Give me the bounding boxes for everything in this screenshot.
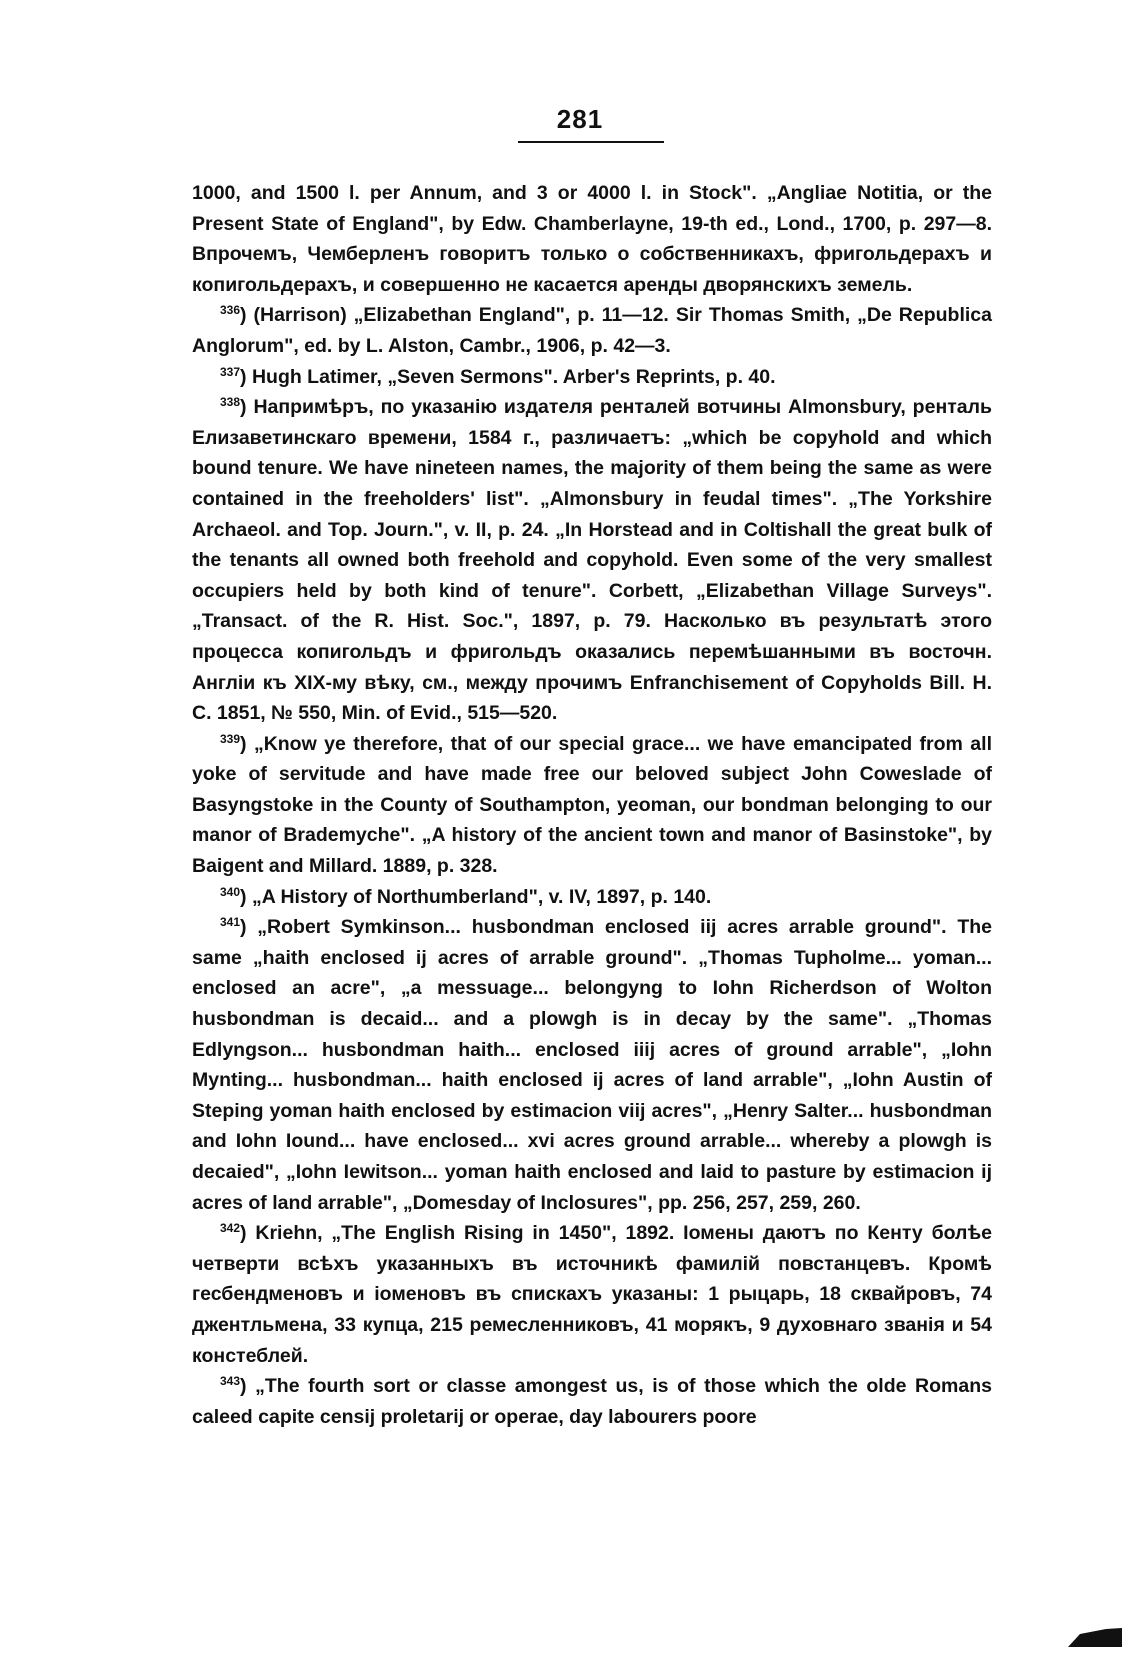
footnote-text: „The fourth sort or classe amongest us, is of those which the olde Romans caleed capite censij proletarij or operae, day labourers poore	[192, 1375, 992, 1428]
footnote-text: Kriehn, „The English Rising in 1450", 1892. Іомены даютъ по Кенту болѣе четверти всѣхъ указанныхъ въ источникѣ фамилій повстанцевъ. Кромѣ гесбендменовъ и іоменовъ въ спискахъ указаны: 1 рыцарь, 18 сквайровъ, 74 джентльмена, 33 купца, 215 ремесленниковъ, 41 морякъ, 9 духовнаго званія и 54 констеблей.	[192, 1222, 992, 1367]
footnote-marker: 339	[220, 731, 241, 746]
footnote-336: $^{336}$) (Harrison) „Elizabethan England", p. 11—12. Sir Thomas Smith, „De Republica Anglorum", ed. by L. Alston, Cambr., 1906, p. 42—3.	[192, 303, 992, 357]
footnote-339: $^{339}$) „Know ye therefore, that of our special grace... we have emancipated from all yoke of servitude and have made free our beloved subject John Coweslade of Basyngstoke in the County of Southampton, yeoman, our bondman belonging to our manor of Brademyche". „A history of the ancient town and manor of Basinstoke", by Baigent and Millard. 1889, p. 328.	[192, 731, 992, 878]
page-number: 281	[556, 104, 604, 134]
footnote-340: $^{340}$) „A History of Northumberland", v. IV, 1897, p. 140.	[220, 884, 712, 908]
page-number-rule	[518, 141, 664, 143]
footnote-text: „Robert Symkinson... husbondman enclosed iij acres arrable ground". The same „haith enclosed ij acres of arrable ground". „Thomas Tupholme... yoman... enclosed an acre", „a messuage... belongyng to Iohn Richerdson of Wolton husbondman is decaid... and a plowgh is in decay by the same". „Thomas Edlyngson... husbondman haith... enclosed iiij acres of ground arrable", „Iohn Mynting... husbondman... haith enclosed ij acres of land arrable", „Iohn Austin of Steping yoman haith enclosed by estimacion viij acres", „Henry Salter... husbondman and Iohn Iound... have enclosed... xvi acres ground arrable... whereby a plowgh is decaied", „Iohn Iewitson... yoman haith enclosed and laid to pasture by estimacion ij acres of land arrable", „Domesday of Inclosures", pp. 256, 257, 259, 260.	[192, 916, 992, 1214]
footnote-342: $^{342}$) Kriehn, „The English Rising in 1450", 1892. Іомены даютъ по Кенту болѣе четверти всѣхъ указанныхъ въ источникѣ фамилій повстанцевъ. Кромѣ гесбендменовъ и іоменовъ въ спискахъ указаны: 1 рыцарь, 18 сквайровъ, 74 джентльмена, 33 купца, 215 ремесленниковъ, 41 морякъ, 9 духовнаго званія и 54 констеблей.	[192, 1221, 992, 1367]
footnote-marker: 340	[220, 884, 241, 899]
footnote-341: $^{341}$) „Robert Symkinson... husbondman enclosed iij acres arrable ground". The same „haith enclosed ij acres of arrable ground". „Thomas Tupholme... yoman... enclosed an acre", „a messuage... belongyng to Iohn Richerdson of Wolton husbondman is decaid... and a plowgh is in decay by the same". „Thomas Edlyngson... husbondman haith... enclosed iiij acres of ground arrable", „Iohn Mynting... husbondman... haith enclosed ij acres of land arrable", „Iohn Austin of Steping yoman haith enclosed by estimacion viij acres", „Henry Salter... husbondman and Iohn Iound... have enclosed... xvi acres ground arrable... whereby a plowgh is decaied", „Iohn Iewitson... yoman haith enclosed and laid to pasture by estimacion ij acres of land arrable", „Domesday of Inclosures", pp. 256, 257, 259, 260.	[192, 915, 992, 1214]
footnote-marker: 337	[220, 364, 241, 379]
footnote-text: Hugh Latimer, „Seven Sermons". Arber's Reprints, p. 40.	[251, 365, 776, 388]
footnote-text: „Know ye therefore, that of our special grace... we have emancipated from all yoke of servitude and have made free our beloved subject John Coweslade of Basyngstoke in the County of Southampton, yeoman, our bondman belonging to our manor of Brademyche". „A history of the ancient town and manor of Basinstoke", by Baigent and Millard. 1889, p. 328.	[192, 732, 992, 878]
scan-artifact-icon	[1066, 1626, 1124, 1648]
footnote-marker: 342	[220, 1221, 241, 1236]
footnote-marker: 338	[220, 395, 241, 410]
footnote-continuation	[192, 178, 992, 300]
footnote-text: Напримѣръ, по указанію издателя ренталей вотчины Almonsbury, ренталь Елизаветинскаго времени, 1584 г., различаетъ: „which be copyhold and which bound tenure. We have nineteen names, the majority of them being the same as were contained in the freeholders' list". „Almonsbury in feudal times". „The Yorkshire Archaeol. and Top. Journ.", v. II, p. 24. „In Horstead and in Coltishall the great bulk of the tenants all owned both freehold and copyhold. Even some of the very smallest occupiers held by both kind of tenure". Corbett, „Elizabethan Village Surveys". „Transact. of the R. Hist. Soc.", 1897, p. 79. Насколько въ результатѣ этого процесса копигольдъ и фригольдъ оказались перемѣшанными въ восточн. Англіи къ XIX-му вѣку, см., между прочимъ Enfranchisement of Copyholds Bill. H. C. 1851, № 550, Min. of Evid., 515—520.	[192, 396, 992, 725]
footnote-337: $^{337}$) Hugh Latimer, „Seven Sermons". Arber's Reprints, p. 40.	[220, 364, 776, 388]
footnotes-text	[192, 178, 992, 1432]
footnote-marker: 341	[220, 915, 241, 930]
footnote-marker: 336	[220, 303, 241, 318]
footnote-marker: 343	[220, 1374, 241, 1389]
footnote-343: $^{343}$) „The fourth sort or classe amongest us, is of those which the olde Romans caleed capite censij proletarij or operae, day labourers poore	[192, 1374, 992, 1428]
footnote-text: „A History of Northumberland", v. IV, 1897, p. 140.	[251, 885, 712, 908]
footnote-text: 1000, and 1500 l. per Annum, and 3 or 4000 l. in Stock". „Angliae Notitia, or the Present State of England", by Edw. Chamberlayne, 19-th ed., Lond., 1700, p. 297—8. Впрочемъ, Чемберленъ говоритъ только о собственникахъ, фригольдерахъ и копигольдерахъ, и совершенно не касается аренды дворянскихъ земель.	[192, 182, 992, 296]
footnote-338: $^{338}$) Напримѣръ, по указанію издателя ренталей вотчины Almonsbury, ренталь Елизаветинскаго времени, 1584 г., различаетъ: „which be copyhold and which bound tenure. We have nineteen names, the majority of them being the same as were contained in the freeholders' list". „Almonsbury in feudal times". „The Yorkshire Archaeol. and Top. Journ.", v. II, p. 24. „In Horstead and in Coltishall the great bulk of the tenants all owned both freehold and copyhold. Even some of the very smallest occupiers held by both kind of tenure". Corbett, „Elizabethan Village Surveys". „Transact. of the R. Hist. Soc.", 1897, p. 79. Насколько въ результатѣ этого процесса копигольдъ и фригольдъ оказались перемѣшанными въ восточн. Англіи къ XIX-му вѣку, см., между прочимъ Enfranchisement of Copyholds Bill. H. C. 1851, № 550, Min. of Evid., 515—520.	[192, 395, 992, 725]
footnote-text: (Harrison) „Elizabethan England", p. 11—12. Sir Thomas Smith, „De Republica Anglorum", ed. by L. Alston, Cambr., 1906, p. 42—3.	[192, 304, 992, 357]
